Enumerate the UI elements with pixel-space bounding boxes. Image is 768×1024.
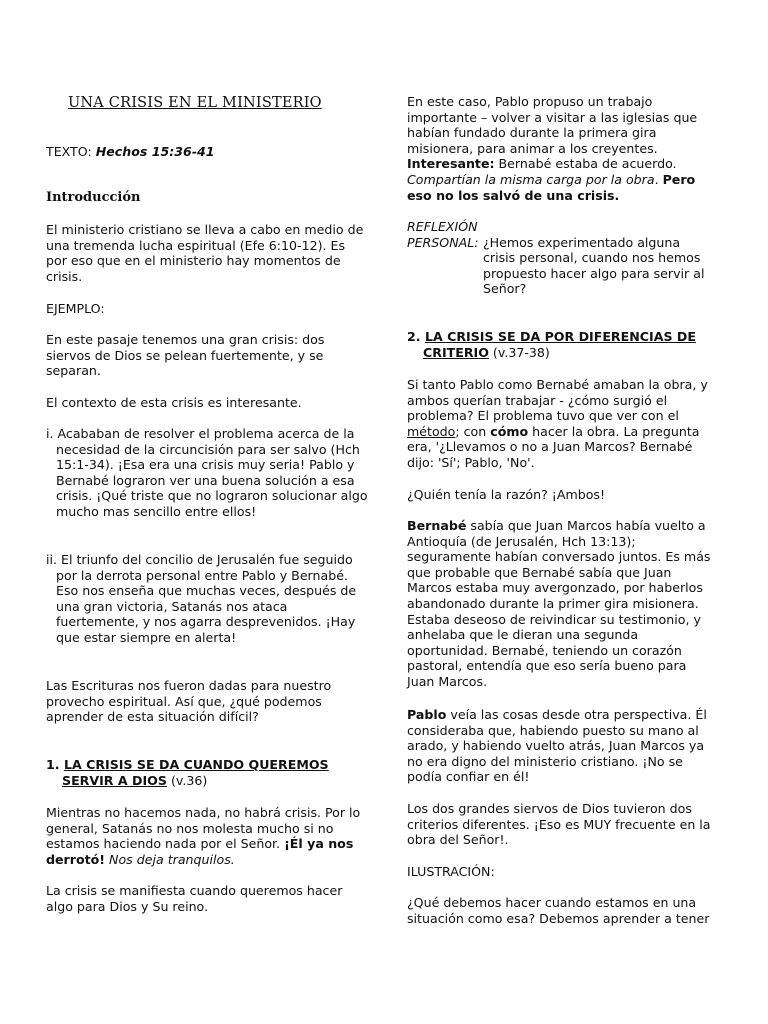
- text-run: ; con: [455, 423, 491, 439]
- text-run: Si tanto Pablo como Bernabé amaban la obra, y ambos querían trabajar - ¿cómo surgió el problema? El problema tuvo que ver con el: [407, 377, 708, 424]
- intro-paragraph: El ministerio cristiano se lleva a cabo en medio de una tremenda lucha espiritual (Efe 6:10-12). Es por eso que en el ministerio hay momentos de crisis.: [46, 222, 364, 284]
- page-title: UNA CRISIS EN EL MINISTERIO: [68, 95, 322, 111]
- text-run: Mientras no hacemos nada, no habrá crisis. Por lo general, Satanás no nos molesta mucho si no estamos haciendo nada por el Señor.: [46, 805, 361, 852]
- section-1-paragraph-2: La crisis se manifiesta cuando queremos hacer algo para Dios y Su reino.: [46, 883, 343, 914]
- example-paragraph: En este pasaje tenemos una gran crisis: dos siervos de Dios se pelean fuertemente, y se separan.: [46, 332, 325, 379]
- section-1-heading: [46, 757, 362, 788]
- section-1-ref: (v.36): [166, 772, 208, 788]
- reflection-label-1: REFLEXIÓN: [407, 219, 478, 234]
- context-paragraph: El contexto de esta crisis es interesante.: [46, 395, 302, 410]
- section-2-number: 2.: [407, 329, 425, 344]
- underlined-run: método: [407, 423, 456, 439]
- texto-line: [46, 144, 215, 160]
- bold-run: Interesante:: [407, 156, 495, 172]
- section-1-number: 1.: [46, 757, 64, 772]
- right-paragraph-1: [407, 94, 717, 203]
- criteria-paragraph: Los dos grandes siervos de Dios tuvieron dos criterios diferentes. ¡Eso es MUY frecuente en la obra del Señor!.: [407, 801, 711, 848]
- bold-run: Pero eso no los salvó de una crisis.: [407, 171, 696, 203]
- section-1-paragraph-1: [46, 805, 364, 867]
- texto-ref: Hechos 15:36-41: [95, 144, 215, 159]
- point-i: i. Acababan de resolver el problema acerca de la necesidad de la circuncisión para ser salvo (Hch 15:1-34). ¡Esa era una crisis muy seria! Pablo y Bernabé lograron ver una buena solución a esa crisis. ¡Qué triste que no lograron solucionar algo mucho mas sencillo entre ellos!: [46, 426, 368, 519]
- bernabe-paragraph: [407, 518, 717, 690]
- section-2-paragraph-1: [407, 377, 717, 471]
- reflection-text: ¿Hemos experimentado alguna crisis personal, cuando nos hemos propuesto hacer algo para servir al Señor?: [483, 234, 705, 297]
- bold-run: Pablo: [407, 707, 447, 722]
- scriptures-paragraph: Las Escrituras nos fueron dadas para nuestro provecho espiritual. Así que, ¿qué podemos aprender de esta situación difícil?: [46, 678, 332, 725]
- section-2-heading: [407, 329, 723, 360]
- text-run: hacer la obra. La pregunta era, '¿Llevamos o no a Juan Marcos? Bernabé dijo: 'Sí'; Pablo, 'No'.: [407, 423, 700, 470]
- reflection-label-2: PERSONAL:: [407, 234, 479, 250]
- final-paragraph: ¿Qué debemos hacer cuando estamos en una situación como esa? Debemos aprender a tener: [407, 895, 710, 926]
- section-2-ref: (v.37-38): [488, 344, 550, 360]
- ejemplo-label: EJEMPLO:: [46, 301, 105, 316]
- italic-run: Nos deja tranquilos.: [105, 851, 235, 867]
- point-ii: ii. El triunfo del concilio de Jerusalén fue seguido por la derrota personal entre Pablo y Bernabé. Eso nos enseña que muchas veces, después de una gran victoria, Satanás nos ataca fuertemente, y nos agarra desprevenidos. ¡Hay que estar siempre en alerta!: [46, 552, 357, 645]
- reflection-block: [407, 219, 717, 297]
- text-run: En este caso, Pablo propuso un trabajo importante – volver a visitar a las iglesias que habían fundado durante la primera gira misionera, para animar a los creyentes.: [407, 94, 698, 156]
- section-1-title: LA CRISIS SE DA CUANDO QUEREMOS SERVIR A DIOS: [62, 757, 329, 788]
- text-run: Bernabé estaba de acuerdo.: [494, 156, 677, 172]
- ilustracion-label: ILUSTRACIÓN:: [407, 864, 495, 879]
- pablo-paragraph: [407, 707, 717, 785]
- bold-run: cómo: [490, 423, 529, 439]
- text-run: veía las cosas desde otra perspectiva. Él consideraba que, habiendo puesto su mano al arado, y habiendo vuelto atrás, Juan Marcos ya no era digno del ministerio cristiano. ¡No se podía confiar en él!: [407, 707, 707, 785]
- text-run: sabía que Juan Marcos había vuelto a Antioquía (de Jerusalén, Hch 13:13); seguramente habían conversado juntos. Es más que probable que Bernabé sabía que Juan Marcos estaba muy avergonzado, por haberlos abandonado durante la primer gira misionera. Estaba deseoso de reivindicar su testimonio, y anhelaba que le dieran una segunda oportunidad. Bernabé, teniendo un corazón pastoral, entendía que eso sería bueno para Juan Marcos.: [407, 518, 711, 689]
- bold-run: ¡Él ya nos derrotó!: [46, 836, 354, 867]
- bold-run: Bernabé: [407, 518, 467, 533]
- italic-run: Compartían la misma carga por la obra: [407, 171, 655, 187]
- text-run: .: [654, 171, 663, 187]
- question-line: ¿Quién tenía la razón? ¡Ambos!: [407, 487, 606, 502]
- intro-heading: Introducción: [46, 190, 141, 205]
- section-2-title: LA CRISIS SE DA POR DIFERENCIAS DE CRITERIO: [423, 329, 696, 360]
- texto-label: TEXTO:: [46, 144, 96, 159]
- reflection-row: [407, 235, 717, 297]
